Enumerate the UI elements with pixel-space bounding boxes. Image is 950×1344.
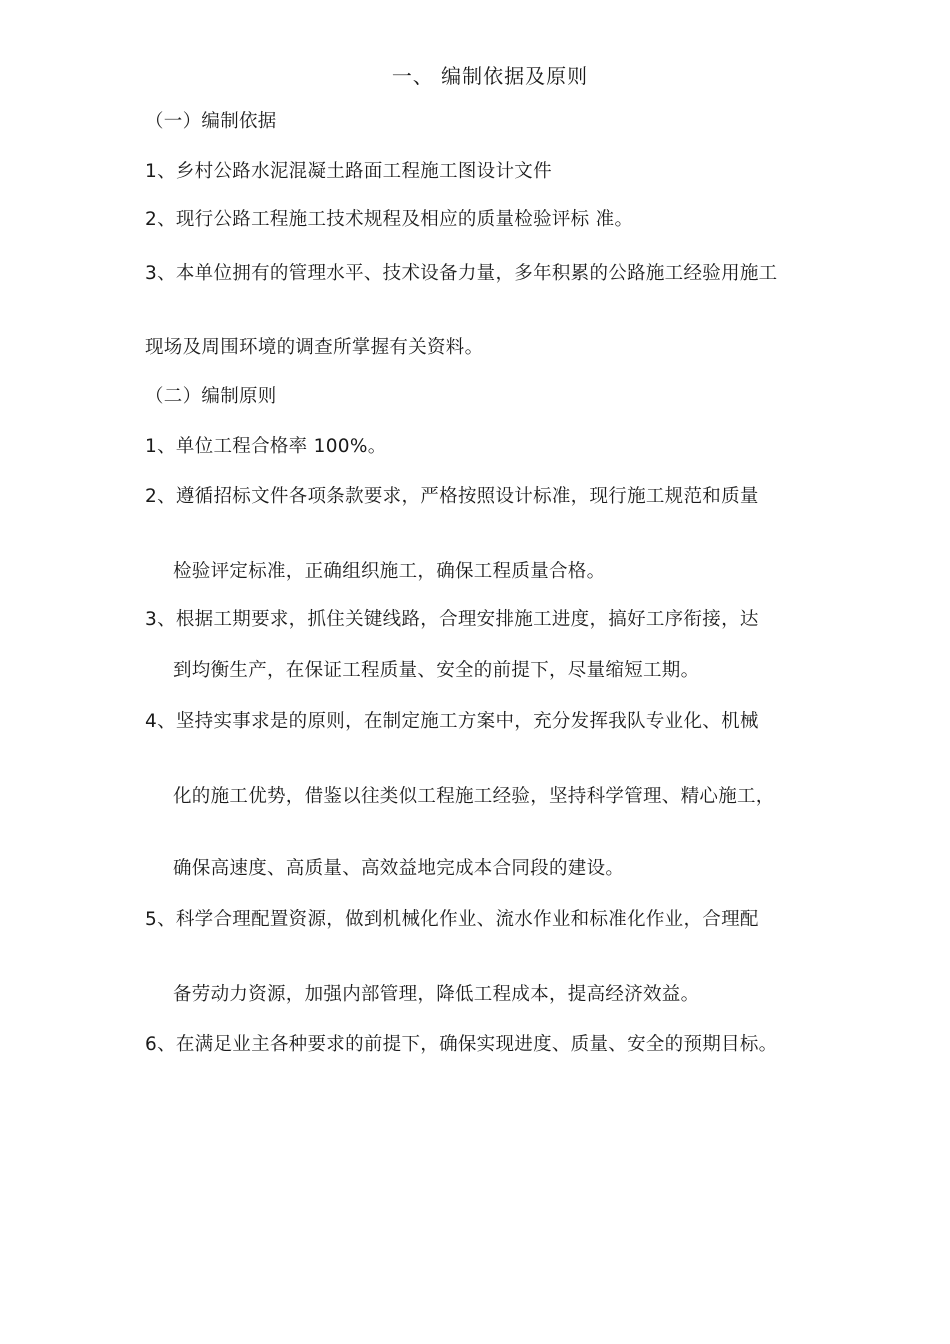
page-title: 一、 编制依据及原则 — [391, 64, 589, 88]
principle-item-5: 5、科学合理配置资源，做到机械化作业、流水作业和标准化作业，合理配 — [145, 909, 759, 930]
principle-item-4-continued-b: 确保高速度、高质量、高效益地完成本合同段的建设。 — [173, 858, 625, 879]
basis-item-2: 2、现行公路工程施工技术规程及相应的质量检验评标 准。 — [145, 209, 634, 230]
section-heading-principles: （二）编制原则 — [145, 386, 277, 407]
principle-item-2-continued: 检验评定标准，正确组织施工，确保工程质量合格。 — [173, 561, 606, 582]
principle-item-5-continued: 备劳动力资源，加强内部管理，降低工程成本，提高经济效益。 — [173, 984, 700, 1005]
section-heading-basis: （一）编制依据 — [145, 111, 277, 132]
principle-item-3: 3、根据工期要求，抓住关键线路，合理安排施工进度，搞好工序衔接，达 — [145, 609, 759, 630]
principle-item-6: 6、在满足业主各种要求的前提下，确保实现进度、质量、安全的预期目标。 — [145, 1034, 778, 1055]
principle-item-4-continued-a: 化的施工优势，借鉴以往类似工程施工经验，坚持科学管理、精心施工， — [173, 786, 775, 807]
basis-item-3: 3、本单位拥有的管理水平、技术设备力量，多年积累的公路施工经验用施工 — [145, 263, 778, 284]
basis-item-1: 1、乡村公路水泥混凝土路面工程施工图设计文件 — [145, 161, 552, 182]
principle-item-1: 1、单位工程合格率 100%。 — [145, 436, 387, 457]
principle-item-4: 4、坚持实事求是的原则，在制定施工方案中，充分发挥我队专业化、机械 — [145, 711, 759, 732]
principle-item-2: 2、遵循招标文件各项条款要求，严格按照设计标准，现行施工规范和质量 — [145, 486, 759, 507]
principle-item-3-continued: 到均衡生产，在保证工程质量、安全的前提下，尽量缩短工期。 — [173, 660, 700, 681]
basis-item-3-continued: 现场及周围环境的调查所掌握有关资料。 — [145, 337, 484, 358]
